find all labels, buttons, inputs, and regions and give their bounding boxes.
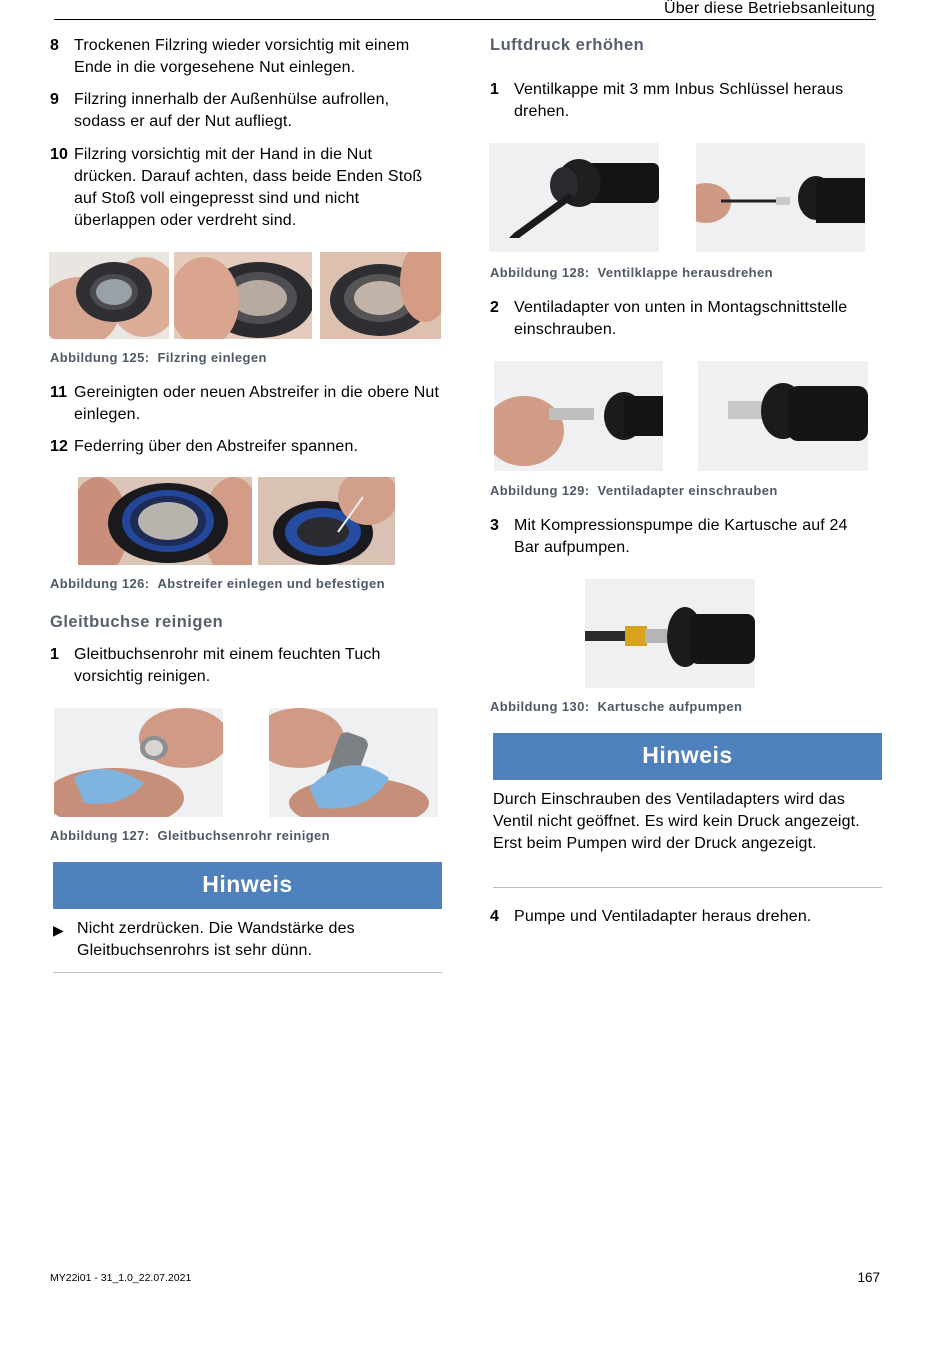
step-text: Federring über den Abstreifer spannen. (74, 438, 359, 455)
step-number: 9 (50, 91, 60, 108)
step-10 (50, 144, 450, 232)
figure-title: Abstreifer einlegen und befestigen (157, 576, 385, 591)
hinweis-bullet (53, 918, 442, 962)
step-luft-4 (490, 906, 890, 928)
step-number: 11 (50, 384, 68, 401)
figure-130-caption (490, 699, 742, 714)
photo-filzring-2 (174, 252, 312, 339)
hinweis-title: Hinweis (642, 742, 733, 768)
step-number: 3 (490, 517, 500, 534)
hinweis-bullet-text: Nicht zerdrücken. Die Wandstärke des Gleitbuchsenrohrs ist sehr dünn. (77, 920, 355, 959)
step-text: Ventiladapter von unten in Montagschnittstelle einschrauben. (514, 299, 848, 338)
figure-title: Ventiladapter einschrauben (597, 483, 778, 498)
photo-abstreifer-2 (258, 477, 395, 565)
figure-label: Abbildung 129: (490, 483, 590, 498)
figure-label: Abbildung 127: (50, 828, 150, 843)
hinweis-rule-right (493, 887, 882, 888)
section-heading-gleitbuchse: Gleitbuchse reinigen (50, 613, 224, 631)
step-luft-3 (490, 515, 890, 559)
figure-129-caption (490, 483, 778, 498)
step-text: Ventilkappe mit 3 mm Inbus Schlüssel heraus drehen. (514, 81, 844, 120)
figure-title: Gleitbuchsenrohr reinigen (157, 828, 331, 843)
step-number: 4 (490, 908, 500, 925)
step-text: Trockenen Filzring wieder vorsichtig mit einem Ende in die vorgesehene Nut einlegen. (74, 37, 410, 76)
figure-label: Abbildung 125: (50, 350, 150, 365)
photo-gleitbuchse-1 (54, 708, 223, 817)
page-header-title: Über diese Betriebsanleitung (663, 0, 875, 17)
photo-gleitbuchse-2 (269, 708, 438, 817)
hinweis-banner-left (53, 862, 442, 909)
section-heading-luftdruck: Luftdruck erhöhen (490, 36, 645, 54)
step-number: 8 (50, 37, 60, 54)
photo-kartusche-aufpumpen (585, 579, 755, 688)
figure-title: Filzring einlegen (157, 350, 267, 365)
header-rule (54, 19, 876, 20)
step-text: Pumpe und Ventiladapter heraus drehen. (514, 908, 812, 925)
photo-ventiladapter-1 (494, 361, 663, 471)
step-number: 10 (50, 146, 69, 163)
step-11 (50, 382, 450, 426)
footer-document-code: MY22i01 - 31_1.0_22.07.2021 (50, 1272, 192, 1284)
figure-126-caption (50, 576, 385, 591)
step-number: 12 (50, 438, 69, 455)
step-number: 1 (490, 81, 500, 98)
photo-ventilkappe-2 (696, 143, 865, 252)
hinweis-text-right: Durch Einschrauben des Ventiladapters wird das Ventil nicht geöffnet. Es wird kein Druck angezeigt. Erst beim Pumpen wird der Druck angezeigt. (493, 791, 860, 852)
step-12 (50, 436, 450, 458)
figure-label: Abbildung 130: (490, 699, 590, 714)
figure-label: Abbildung 126: (50, 576, 150, 591)
step-text: Gereinigten oder neuen Abstreifer in die obere Nut einlegen. (74, 384, 440, 423)
photo-ventilkappe-1 (489, 143, 659, 252)
figure-title: Kartusche aufpumpen (597, 699, 743, 714)
step-8 (50, 35, 450, 79)
footer-page-number: 167 (857, 1270, 880, 1285)
photo-abstreifer-1 (78, 477, 252, 565)
step-number: 1 (50, 646, 60, 663)
photo-ventiladapter-2 (698, 361, 868, 471)
figure-127-caption (50, 828, 330, 843)
step-luft-1 (490, 79, 890, 123)
photo-filzring-1 (49, 252, 169, 339)
bullet-arrow-icon: ▶ (53, 922, 64, 938)
photo-filzring-3 (320, 252, 441, 339)
figure-128-caption (490, 265, 773, 280)
step-text: Gleitbuchsenrohr mit einem feuchten Tuch vorsichtig reinigen. (74, 646, 381, 685)
step-9 (50, 89, 450, 133)
hinweis-banner-right (493, 733, 882, 780)
step-text: Mit Kompressionspumpe die Kartusche auf 24 Bar aufpumpen. (514, 517, 848, 556)
step-gleit-1 (50, 644, 450, 688)
step-text: Filzring vorsichtig mit der Hand in die Nut drücken. Darauf achten, dass beide Enden Stoß auf Stoß voll eingepresst sind und nicht überlappen oder verdreht sind. (74, 146, 423, 229)
hinweis-rule-left (53, 972, 442, 973)
figure-label: Abbildung 128: (490, 265, 590, 280)
figure-title: Ventilklappe herausdrehen (597, 265, 773, 280)
step-number: 2 (490, 299, 500, 316)
step-text: Filzring innerhalb der Außenhülse aufrollen, sodass er auf der Nut aufliegt. (74, 91, 390, 130)
hinweis-title: Hinweis (202, 871, 293, 897)
figure-125-caption (50, 350, 267, 365)
step-luft-2 (490, 297, 890, 341)
